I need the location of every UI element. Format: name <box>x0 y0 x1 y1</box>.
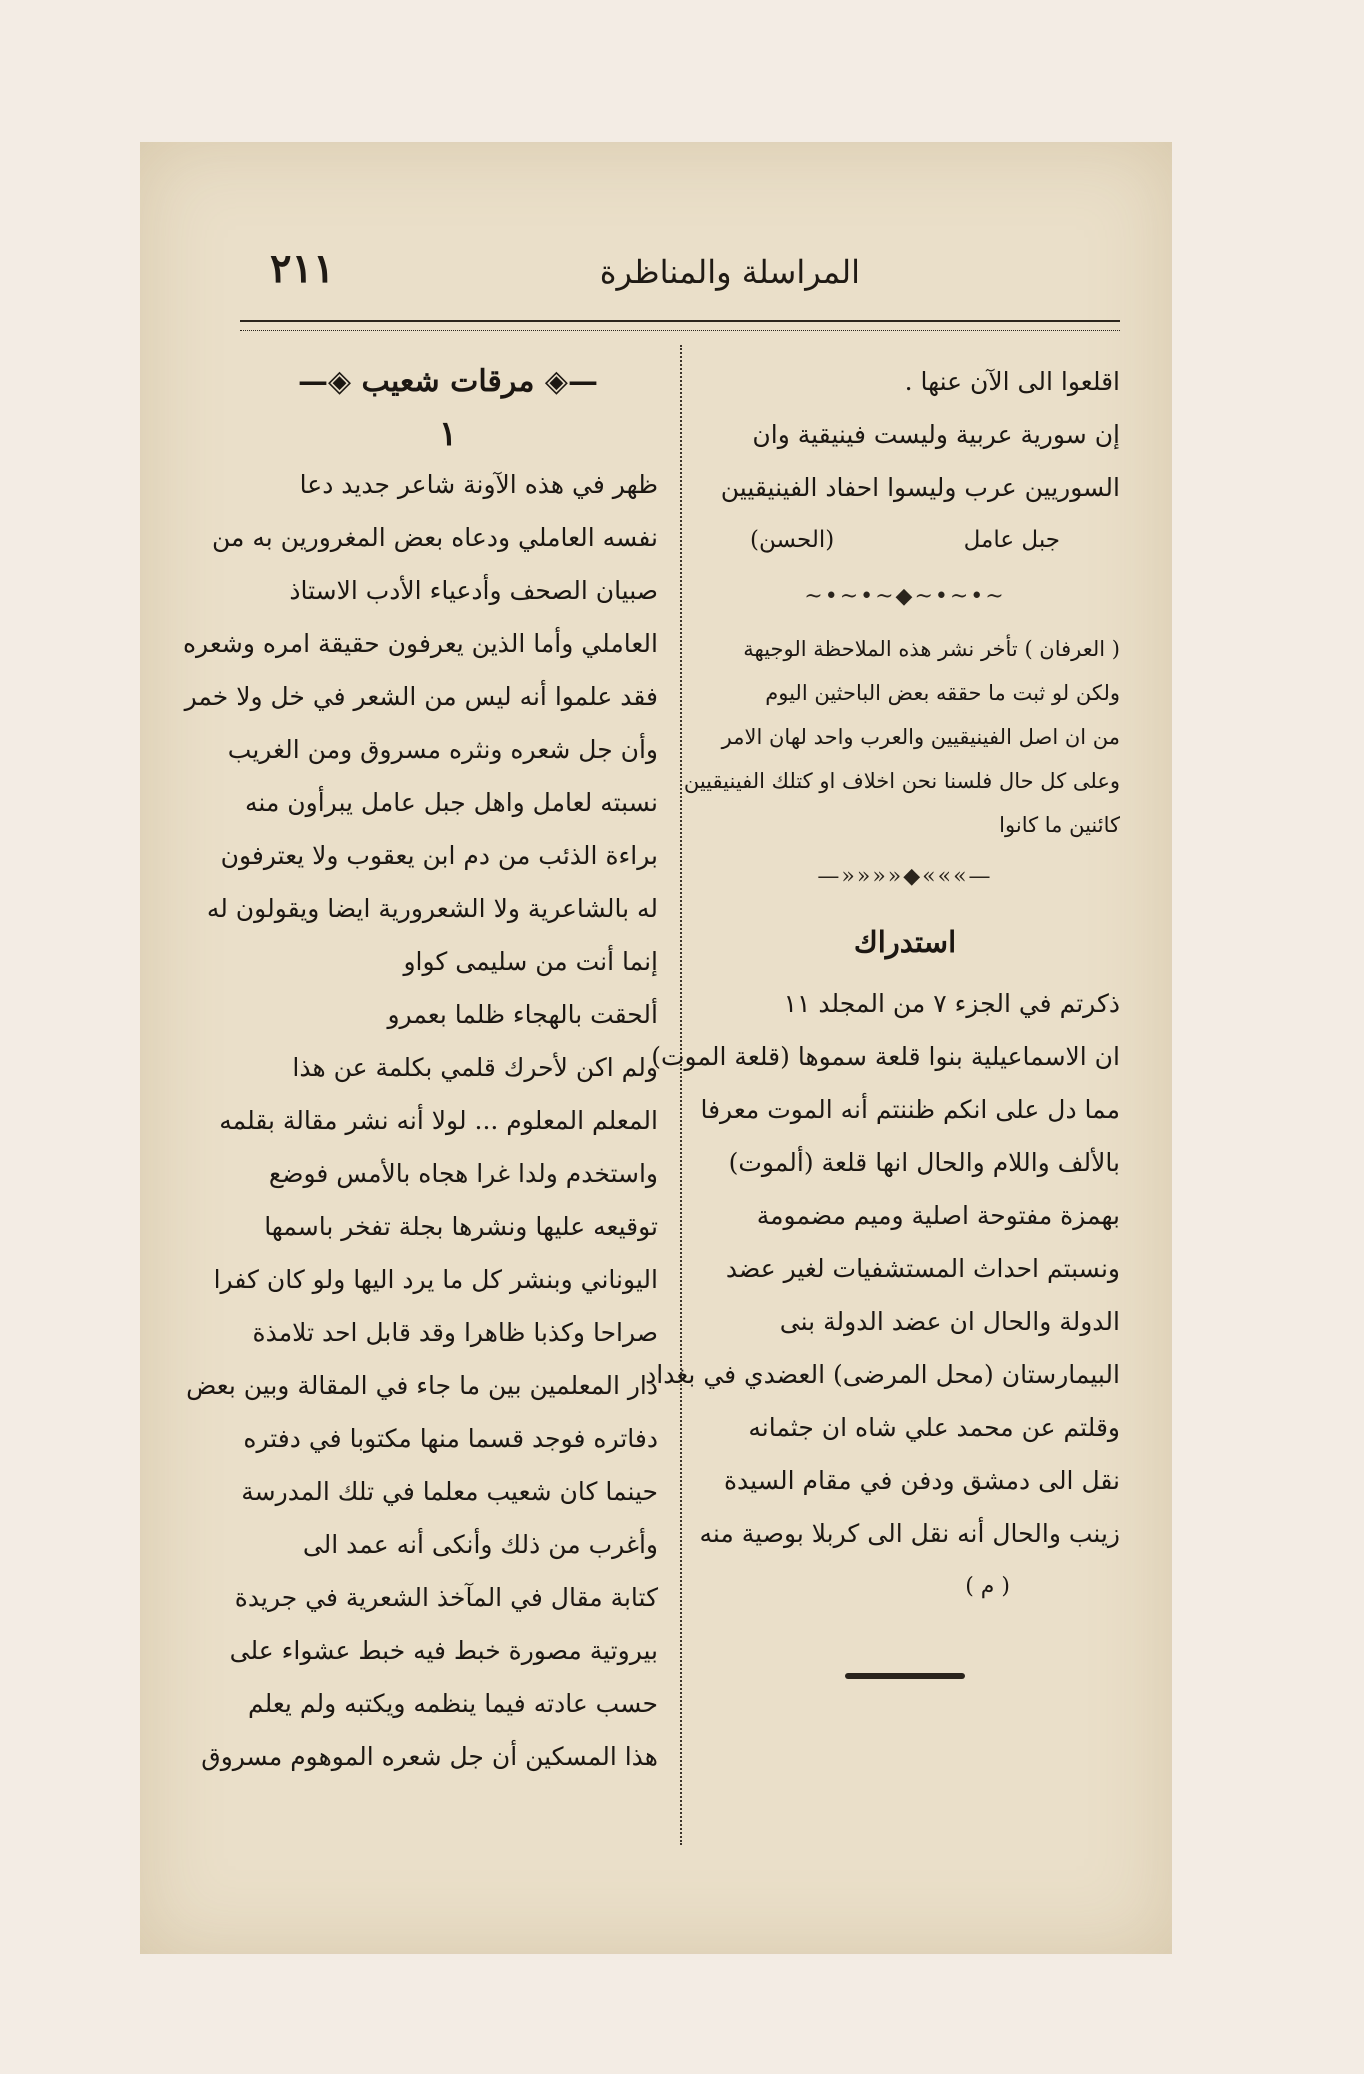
text-line: اقلعوا الى الآن عنها . <box>904 367 1120 396</box>
header-rule <box>240 320 1120 331</box>
text-line: واستخدم ولدا غرا هجاه بالأمس فوضع <box>268 1159 658 1188</box>
text-line: ( العرفان ) تأخر نشر هذه الملاحظة الوجيهة <box>743 637 1120 661</box>
text-line: وأغرب من ذلك وأنكى أنه عمد الى <box>302 1530 658 1559</box>
end-rule <box>845 1673 965 1679</box>
article-title-text: مرقات شعيب <box>361 364 535 399</box>
text-line: المعلم المعلوم ... لولا أنه نشر مقالة بقلمه <box>219 1106 658 1135</box>
signature-name: (الحسن) <box>750 527 835 553</box>
subheading-istidrak: استدراك <box>853 925 957 959</box>
istidrak-text <box>645 977 1120 1560</box>
text-line: نسبته لعامل واهل جبل عامل يبرأون منه <box>245 788 658 817</box>
text-line: وقلتم عن محمد علي شاه ان جثمانه <box>748 1413 1120 1442</box>
text-line: بيروتية مصورة خبط فيه خبط عشواء على <box>229 1636 658 1665</box>
text-line: توقيعه عليها ونشرها بجلة تفخر باسمها <box>264 1212 658 1241</box>
text-line: براءة الذئب من دم ابن يعقوب ولا يعترفون <box>220 841 658 870</box>
ornament-divider-1: ~•~•~◆~•~•~ <box>804 584 1006 609</box>
text-line: كتابة مقال في المآخذ الشعرية في جريدة <box>234 1583 658 1612</box>
text-line: نقل الى دمشق ودفن في مقام السيدة <box>723 1466 1120 1495</box>
text-line: ظهر في هذه الآونة شاعر جديد دعا <box>299 470 658 499</box>
closing-signature: ( م ) <box>965 1574 1010 1599</box>
text-line: وأن جل شعره ونثره مسروق ومن الغريب <box>227 735 658 764</box>
text-line: إنما أنت من سليمى كواو <box>403 947 658 976</box>
text-line: صراحا وكذبا ظاهرا وقد قابل احد تلامذة <box>252 1318 658 1347</box>
text-line: كائنين ما كانوا <box>999 813 1120 837</box>
text-line: ولكن لو ثبت ما حققه بعض الباحثين اليوم <box>765 681 1120 705</box>
letter-signature <box>690 514 1120 567</box>
text-line: فقد علموا أنه ليس من الشعر في خل ولا خمر <box>184 682 658 711</box>
column-divider <box>680 345 682 1845</box>
text-line: نفسه العاملي ودعاه بعض المغرورين به من <box>211 523 658 552</box>
running-title: المراسلة والمناظرة <box>599 253 860 291</box>
text-line: ذكرتم في الجزء ٧ من المجلد ١١ <box>783 989 1120 1018</box>
right-column <box>645 355 1120 1679</box>
page-header <box>240 245 1120 315</box>
text-line: ولم اكن لأحرك قلمي بكلمة عن هذا <box>292 1053 658 1082</box>
text-line: دار المعلمين بين ما جاء في المقالة وبين بعض <box>186 1371 658 1400</box>
text-line: الدولة والحال ان عضد الدولة بنى <box>779 1307 1120 1336</box>
text-line: وعلى كل حال فلسنا نحن اخلاف او كتلك الفينيقيين <box>683 769 1120 793</box>
text-line: ان الاسماعيلية بنوا قلعة سموها (قلعة الموت) <box>651 1042 1120 1071</box>
text-line: من ان اصل الفينيقيين والعرب واحد لهان الامر <box>721 725 1120 749</box>
signature-place: جبل عامل <box>963 527 1060 553</box>
text-line: زينب والحال أنه نقل الى كربلا بوصية منه <box>699 1519 1120 1548</box>
title-ornament-right: —◈ <box>534 364 598 399</box>
text-line: هذا المسكين أن جل شعره الموهوم مسروق <box>201 1742 658 1771</box>
left-column-text <box>182 458 658 1783</box>
text-line: له بالشاعرية ولا الشعرورية ايضا ويقولون له <box>206 894 658 923</box>
text-line: مما دل على انكم ظننتم أنه الموت معرفا <box>700 1095 1120 1124</box>
text-line: إن سورية عربية وليست فينيقية وان <box>752 420 1120 449</box>
left-column <box>182 355 658 1783</box>
text-line: بهمزة مفتوحة اصلية وميم مضمومة <box>756 1201 1120 1230</box>
article-title <box>238 355 658 408</box>
text-line: البيمارستان (محل المرضى) العضدي في بغداد <box>645 1360 1120 1389</box>
text-line: حسب عادته فيما ينظمه ويكتبه ولم يعلم <box>247 1689 658 1718</box>
section-number: ١ <box>438 414 458 454</box>
text-line: دفاتره فوجد قسما منها مكتوبا في دفتره <box>243 1424 658 1453</box>
text-line: ألحقت بالهجاء ظلما بعمرو <box>387 1000 658 1029</box>
text-line: صبيان الصحف وأدعياء الأدب الاستاذ <box>289 576 658 605</box>
text-line: اليوناني وبنشر كل ما يرد اليها ولو كان كفرا <box>213 1265 658 1294</box>
text-line: السوريين عرب وليسوا احفاد الفينيقيين <box>720 473 1120 502</box>
editor-note <box>683 627 1120 847</box>
text-line: بالألف واللام والحال انها قلعة (ألموت) <box>728 1148 1120 1177</box>
letter-ending-text <box>690 355 1120 514</box>
text-line: ونسبتم احداث المستشفيات لغير عضد <box>725 1254 1120 1283</box>
text-line: حينما كان شعيب معلما في تلك المدرسة <box>241 1477 658 1506</box>
text-line: العاملي وأما الذين يعرفون حقيقة امره وشعره <box>182 629 658 658</box>
ornament-divider-2: —»»»◆««««— <box>817 864 993 889</box>
title-ornament-left: ◈— <box>298 364 362 399</box>
page-number: ٢١١ <box>270 245 335 292</box>
